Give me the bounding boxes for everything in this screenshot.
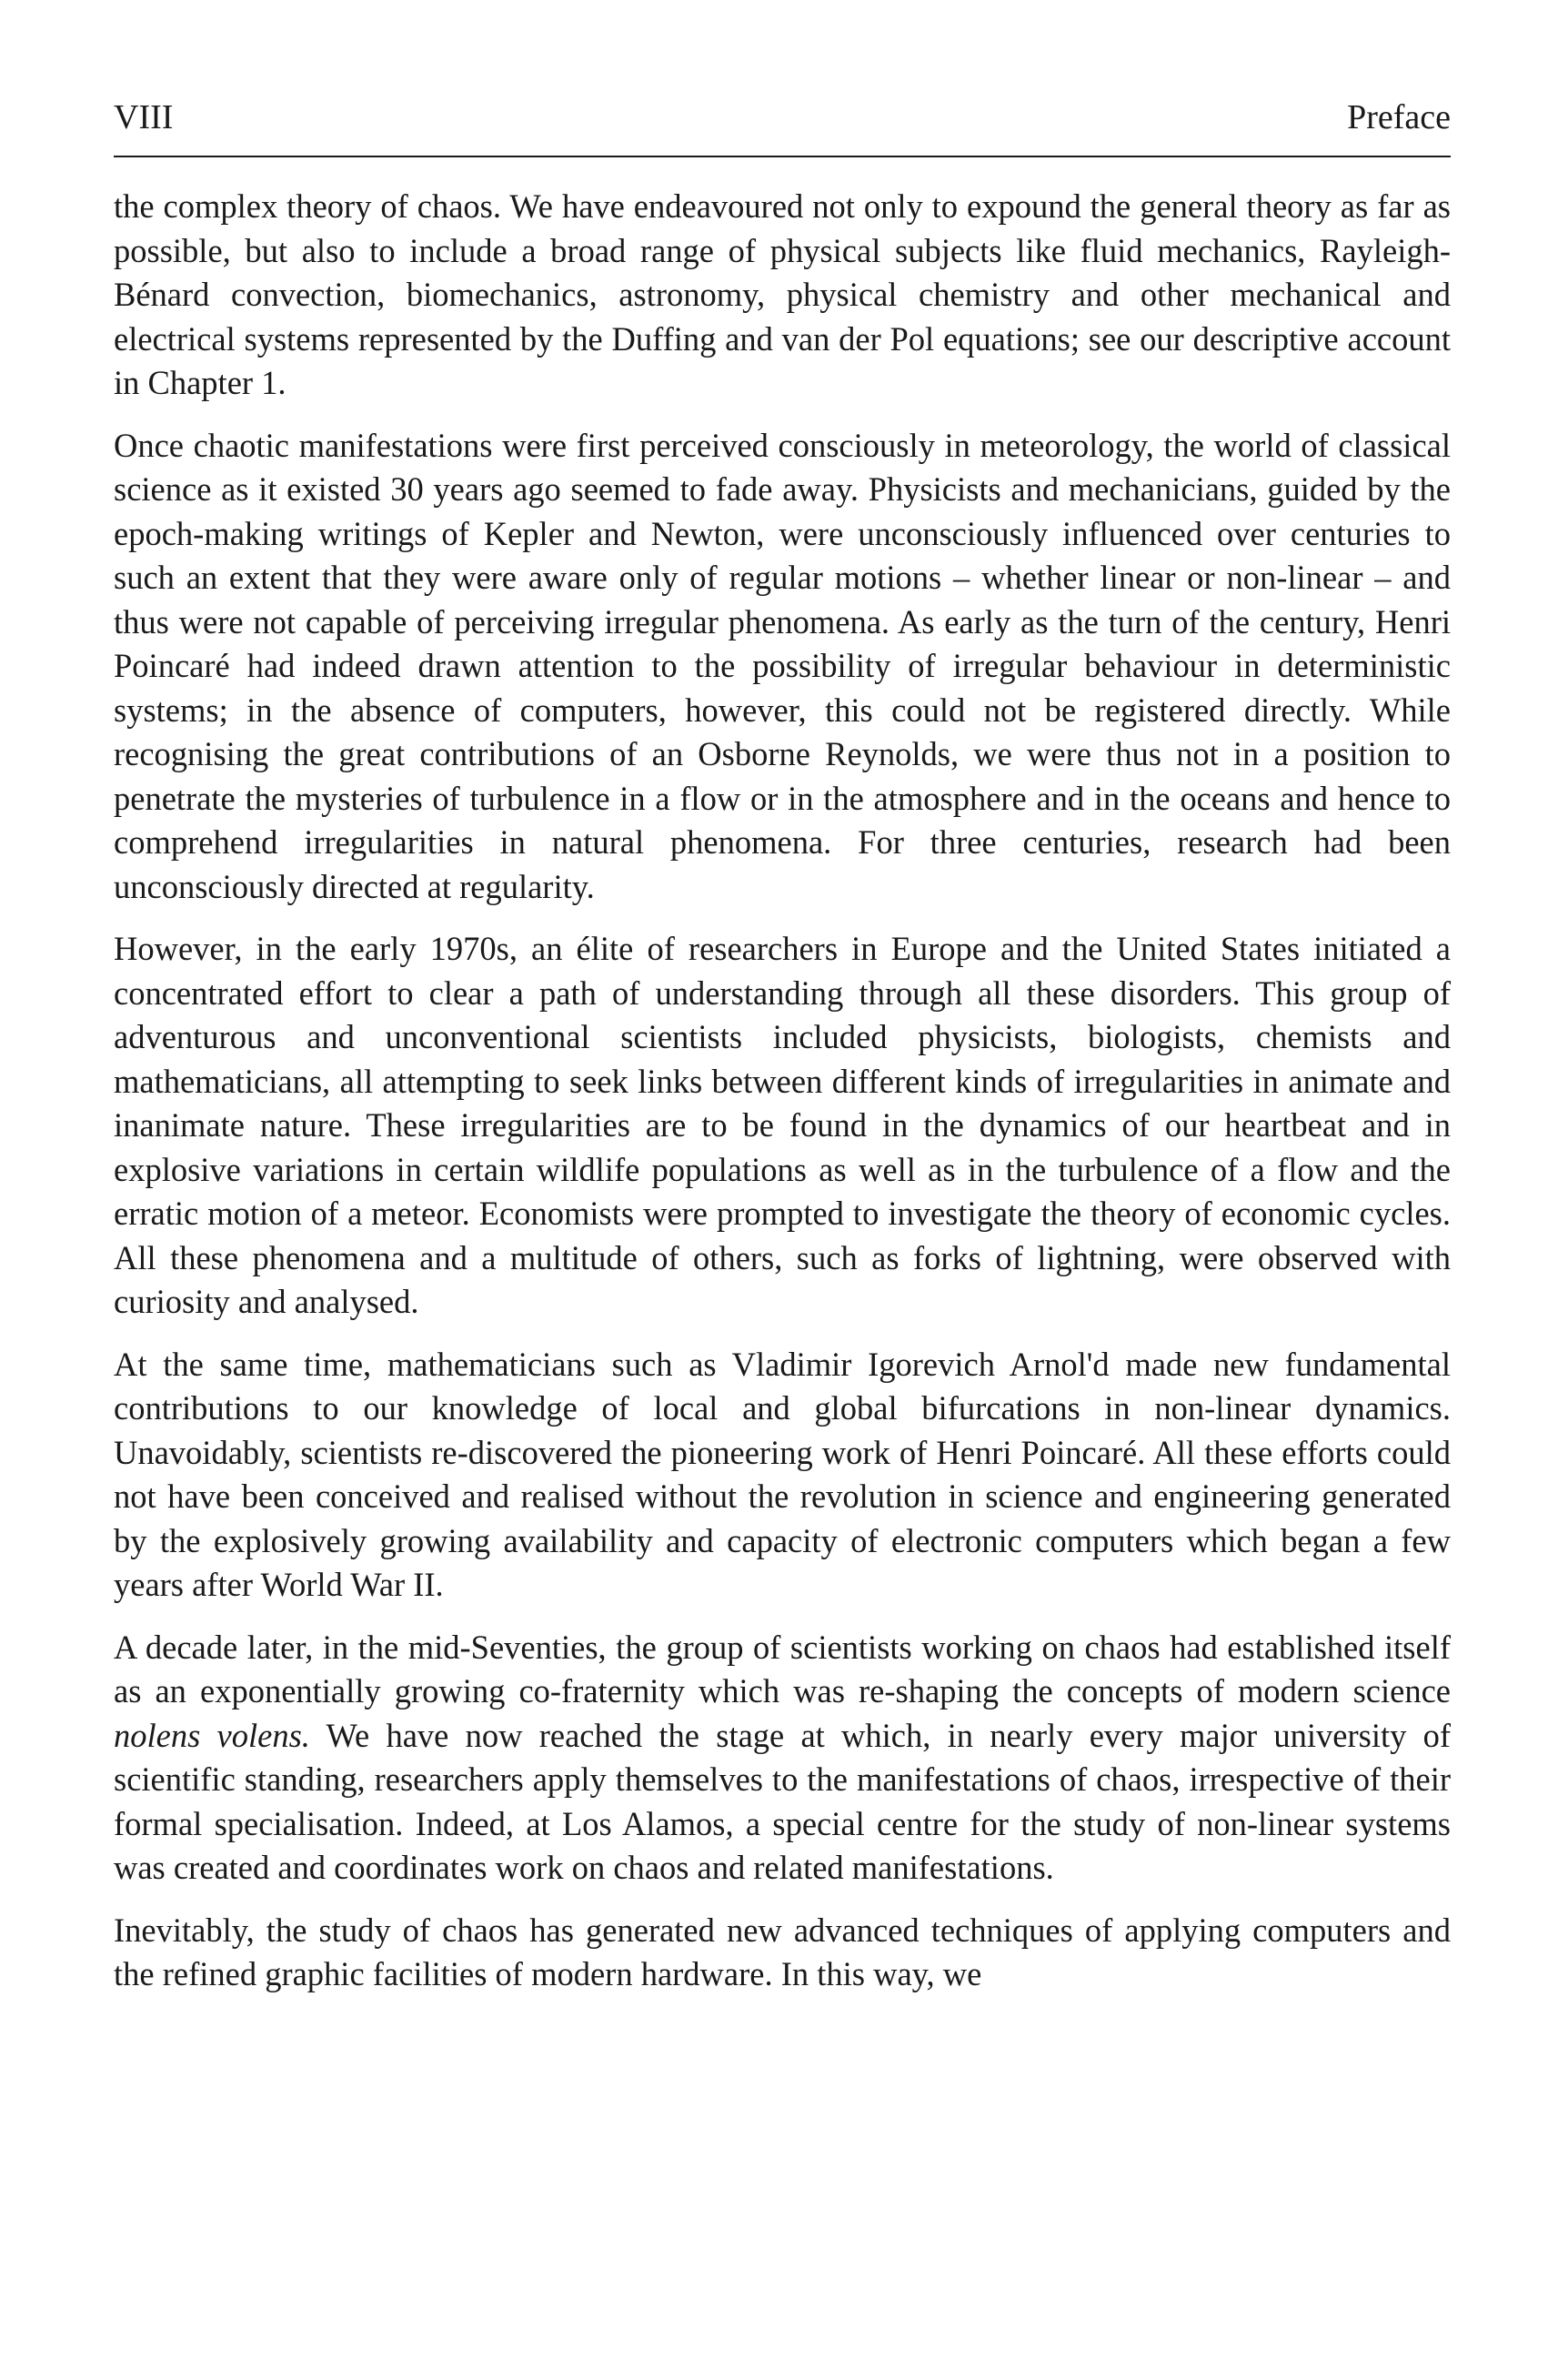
running-head (114, 96, 1451, 157)
paragraph-5 (114, 1626, 1451, 1891)
body-text (114, 185, 1451, 1997)
paragraph-6: Inevitably, the study of chaos has generated new advanced techniques of applying computers and the refined graphic facilities of modern hardware. In this way, we (114, 1911, 1451, 1992)
paragraph-2: Once chaotic manifestations were first perceived consciously in meteorology, the world of classical science as it existed 30 years ago seemed to fade away. Physicists and mechanicians, guided by the epoch-making writings of Kepler and Newton, were unconsciously influenced over centuries to such an extent that they were aware only of regular motions – whether linear or non-linear – and thus were not capable of perceiving irregular phenomena. As early as the turn of the century, Henri Poincaré had indeed drawn attention to the possibility of irregular behaviour in deterministic systems; in the absence of computers, however, this could not be registered directly. While recognising the great contributions of an Osborne Reynolds, we were thus not in a position to penetrate the mysteries of turbulence in a flow or in the atmosphere and in the oceans and hence to comprehend irregularities in natural phenomena. For three centuries, research had been unconsciously directed at regularity. (114, 426, 1451, 905)
latin-emphasis: nolens volens. (114, 1716, 310, 1754)
paragraph-1: the complex theory of chaos. We have endeavoured not only to expound the general theory as far as possible, but also to include a broad range of physical subjects like fluid mechanics, Rayleigh-Bénard convection, biomechanics, astronomy, physical chemistry and other mechanical and electrical systems represented by the Duffing and van der Pol equations; see our descriptive account in Chapter 1. (114, 187, 1451, 401)
page-number: VIII (114, 98, 174, 136)
paragraph-3: However, in the early 1970s, an élite of researchers in Europe and the United States initiated a concentrated effort to clear a path of understanding through all these disorders. This group of adventurous and unconventional scientists included physicists, biologists, chemists and mathematicians, all attempting to seek links between different kinds of irregularities in animate and inanimate nature. These irregularities are to be found in the dynamics of our heartbeat and in explosive variations in certain wildlife populations as well as in the turbulence of a flow and the erratic motion of a meteor. Economists were prompted to investigate the theory of economic cycles. All these phenomena and a multitude of others, such as forks of lightning, were observed with curiosity and analysed. (114, 930, 1451, 1320)
paragraph-5-text-before: A decade later, in the mid-Seventies, the group of scientists working on chaos had established itself as an exponentially growing co-fraternity which was re-shaping the concepts of modern science (114, 1628, 1451, 1709)
section-title: Preface (1347, 98, 1451, 136)
paragraph-5-text-after: We have now reached the stage at which, in nearly every major university of scientific standing, researchers apply themselves to the manifestations of chaos, irrespective of their formal specialisation. Indeed, at Los Alamos, a special centre for the study of non-linear systems was created and coordinates work on chaos and related manifestations. (114, 1716, 1451, 1886)
paragraph-4: At the same time, mathematicians such as Vladimir Igorevich Arnol'd made new fundamental contributions to our knowledge of local and global bifurcations in non-linear dynamics. Unavoidably, scientists re-discovered the pioneering work of Henri Poincaré. All these efforts could not have been conceived and realised without the revolution in science and engineering generated by the explosively growing availability and capacity of electronic computers which began a few years after World War II. (114, 1345, 1451, 1603)
book-page (114, 96, 1451, 2015)
